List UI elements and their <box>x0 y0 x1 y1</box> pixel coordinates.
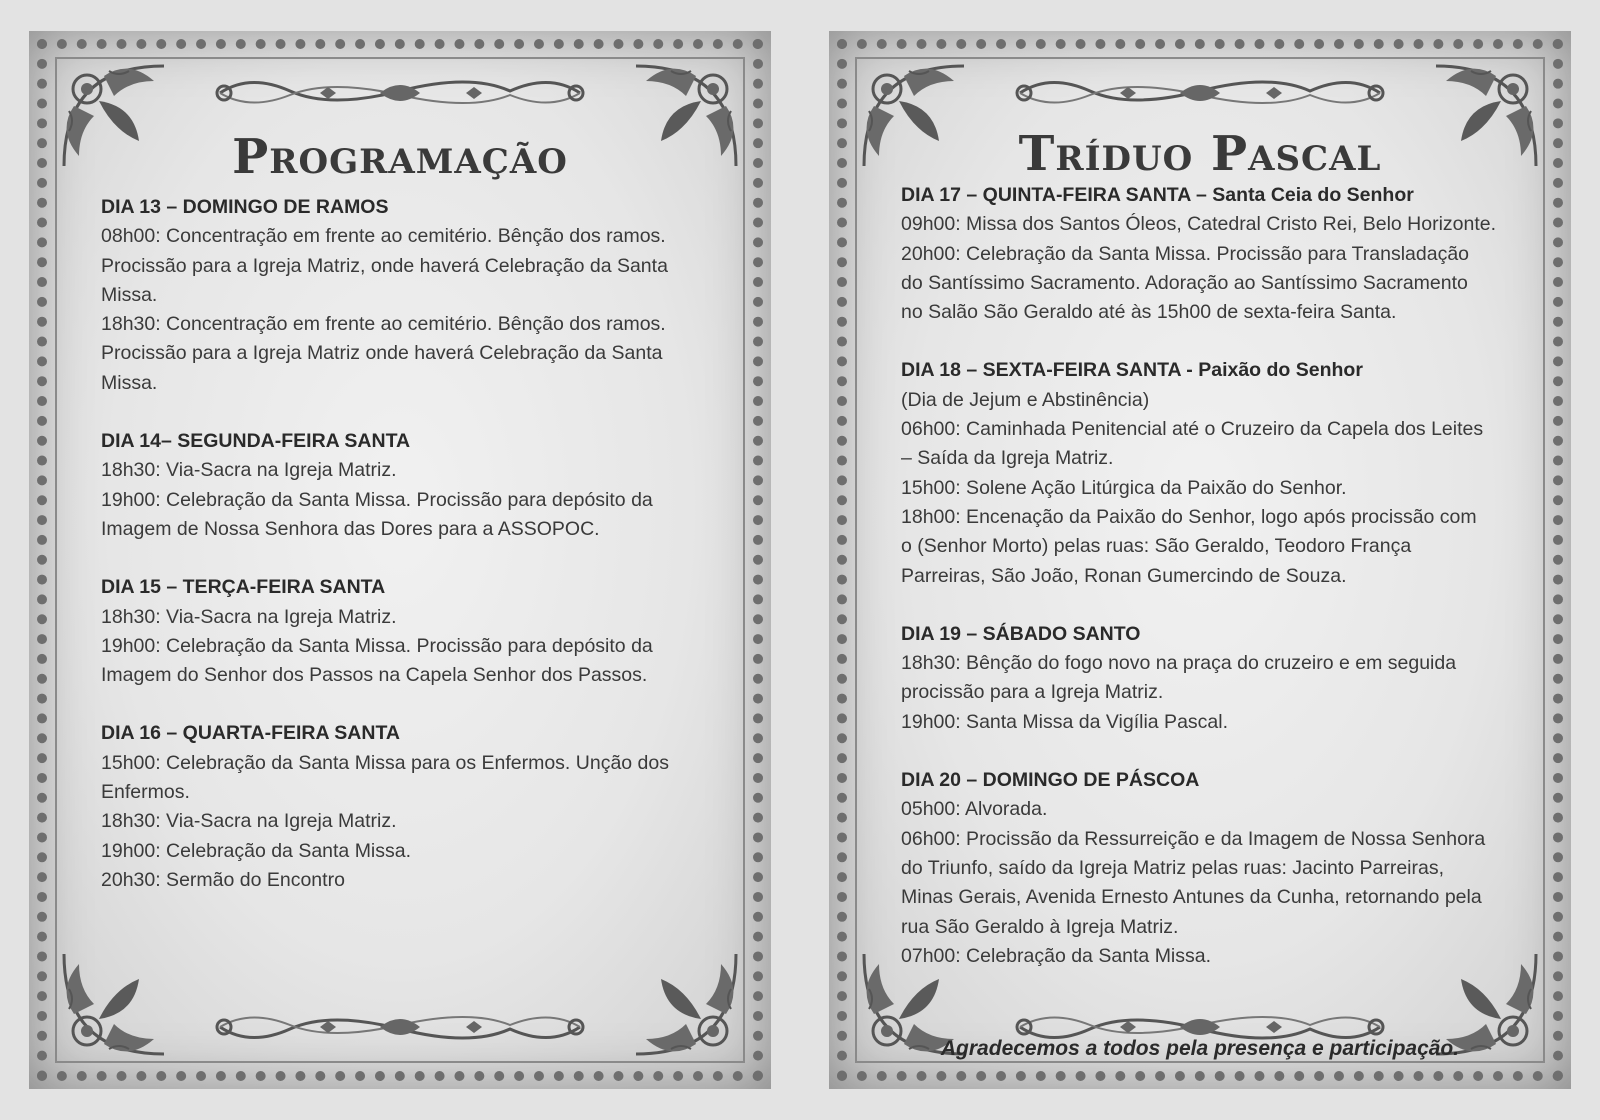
schedule-line: 19h00: Santa Missa da Vigília Pascal. <box>901 710 1229 733</box>
schedule-line: 19h00: Celebração da Santa Missa. Procissão para depósito da <box>101 488 653 511</box>
schedule-line: 19h00: Celebração da Santa Missa. <box>101 839 412 862</box>
day-heading: DIA 16 – QUARTA-FEIRA SANTA <box>101 722 401 745</box>
schedule-line: Procissão para a Igreja Matriz, onde haverá Celebração da Santa <box>101 254 668 277</box>
schedule-line: 18h30: Via-Sacra na Igreja Matriz. <box>101 459 397 482</box>
schedule-line: 07h00: Celebração da Santa Missa. <box>901 944 1212 967</box>
day-heading: DIA 18 – SEXTA-FEIRA SANTA - Paixão do Senhor <box>901 359 1363 382</box>
schedule-line: 18h30: Via-Sacra na Igreja Matriz. <box>101 605 397 628</box>
schedule-line: no Salão São Geraldo até às 15h00 de sexta-feira Santa. <box>901 301 1397 324</box>
day-section <box>901 181 1531 327</box>
schedule-line: Parreiras, São João, Ronan Gumercindo de Souza. <box>901 564 1347 587</box>
schedule-line: Minas Gerais, Avenida Ernesto Antunes da Cunha, retornando pela <box>901 886 1482 909</box>
schedule-line: 18h30: Via-Sacra na Igreja Matriz. <box>101 810 397 833</box>
schedule-line: 18h00: Encenação da Paixão do Senhor, logo após procissão com <box>901 505 1477 528</box>
schedule-line: Missa. <box>101 283 158 306</box>
schedule-line: Imagem do Senhor dos Passos na Capela Senhor dos Passos. <box>101 664 648 687</box>
scroll-flourish-icon <box>210 1007 590 1047</box>
day-heading: DIA 14– SEGUNDA-FEIRA SANTA <box>101 430 411 453</box>
schedule-line: rua São Geraldo à Igreja Matriz. <box>901 915 1179 938</box>
schedule-line: 08h00: Concentração em frente ao cemitério. Bênção dos ramos. <box>101 225 666 248</box>
scroll-flourish-icon <box>210 73 590 113</box>
page-title: Programação <box>232 129 568 185</box>
schedule-line: Procissão para a Igreja Matriz onde haverá Celebração da Santa <box>101 342 663 365</box>
floral-corner-icon <box>59 949 169 1059</box>
schedule-line: 19h00: Celebração da Santa Missa. Procissão para depósito da <box>101 634 653 657</box>
schedule-line: 20h30: Sermão do Encontro <box>101 868 345 891</box>
day-section <box>101 573 731 690</box>
day-heading: DIA 19 – SÁBADO SANTO <box>901 622 1141 645</box>
schedule-line: 05h00: Alvorada. <box>901 798 1048 821</box>
schedule-line: 18h30: Concentração em frente ao cemitério. Bênção dos ramos. <box>101 313 666 336</box>
scroll-flourish-icon <box>1010 73 1390 113</box>
left-page <box>29 31 771 1089</box>
schedule-line: procissão para a Igreja Matriz. <box>901 681 1164 704</box>
right-page <box>829 31 1571 1089</box>
schedule-line: Imagem de Nossa Senhora das Dores para a ASSOPOC. <box>101 517 600 540</box>
schedule-line: 15h00: Celebração da Santa Missa para os Enfermos. Unção dos <box>101 751 669 774</box>
schedule-line: o (Senhor Morto) pelas ruas: São Geraldo, Teodoro França <box>901 535 1412 558</box>
schedule-line: Missa. <box>101 371 158 394</box>
schedule-line: 06h00: Procissão da Ressurreição e da Imagem de Nossa Senhora <box>901 827 1486 850</box>
schedule-line: – Saída da Igreja Matriz. <box>901 447 1114 470</box>
day-section <box>101 193 731 398</box>
schedule-line: do Santíssimo Sacramento. Adoração ao Santíssimo Sacramento <box>901 271 1468 294</box>
schedule-line: 15h00: Solene Ação Litúrgica da Paixão do Senhor. <box>901 476 1347 499</box>
day-heading: DIA 15 – TERÇA-FEIRA SANTA <box>101 576 386 599</box>
schedule-line: 20h00: Celebração da Santa Missa. Procissão para Transladação <box>901 242 1470 265</box>
page-title: Tríduo Pascal <box>1018 126 1382 182</box>
day-section <box>901 766 1531 971</box>
day-section <box>101 427 731 544</box>
day-heading: DIA 20 – DOMINGO DE PÁSCOA <box>901 769 1200 792</box>
schedule-line: 09h00: Missa dos Santos Óleos, Catedral Cristo Rei, Belo Horizonte. <box>901 213 1497 236</box>
day-heading: DIA 13 – DOMINGO DE RAMOS <box>101 196 389 218</box>
day-heading: DIA 17 – QUINTA-FEIRA SANTA – Santa Ceia do Senhor <box>901 184 1414 206</box>
thanks-message: Agradecemos a todos pela presença e participação. <box>940 1037 1460 1060</box>
day-section <box>101 719 731 895</box>
day-section <box>901 620 1531 737</box>
day-section <box>901 356 1531 590</box>
schedule-line: do Triunfo, saído da Igreja Matriz pelas ruas: Jacinto Parreiras, <box>901 856 1445 879</box>
schedule-line: Enfermos. <box>101 781 190 804</box>
schedule-line: 06h00: Caminhada Penitencial até o Cruzeiro da Capela dos Leites <box>901 418 1484 441</box>
schedule-line: 18h30: Bênção do fogo novo na praça do cruzeiro e em seguida <box>901 652 1457 675</box>
schedule-content <box>101 193 731 924</box>
schedule-line: (Dia de Jejum e Abstinência) <box>901 388 1150 411</box>
floral-corner-icon <box>631 949 741 1059</box>
schedule-content <box>901 181 1531 1000</box>
